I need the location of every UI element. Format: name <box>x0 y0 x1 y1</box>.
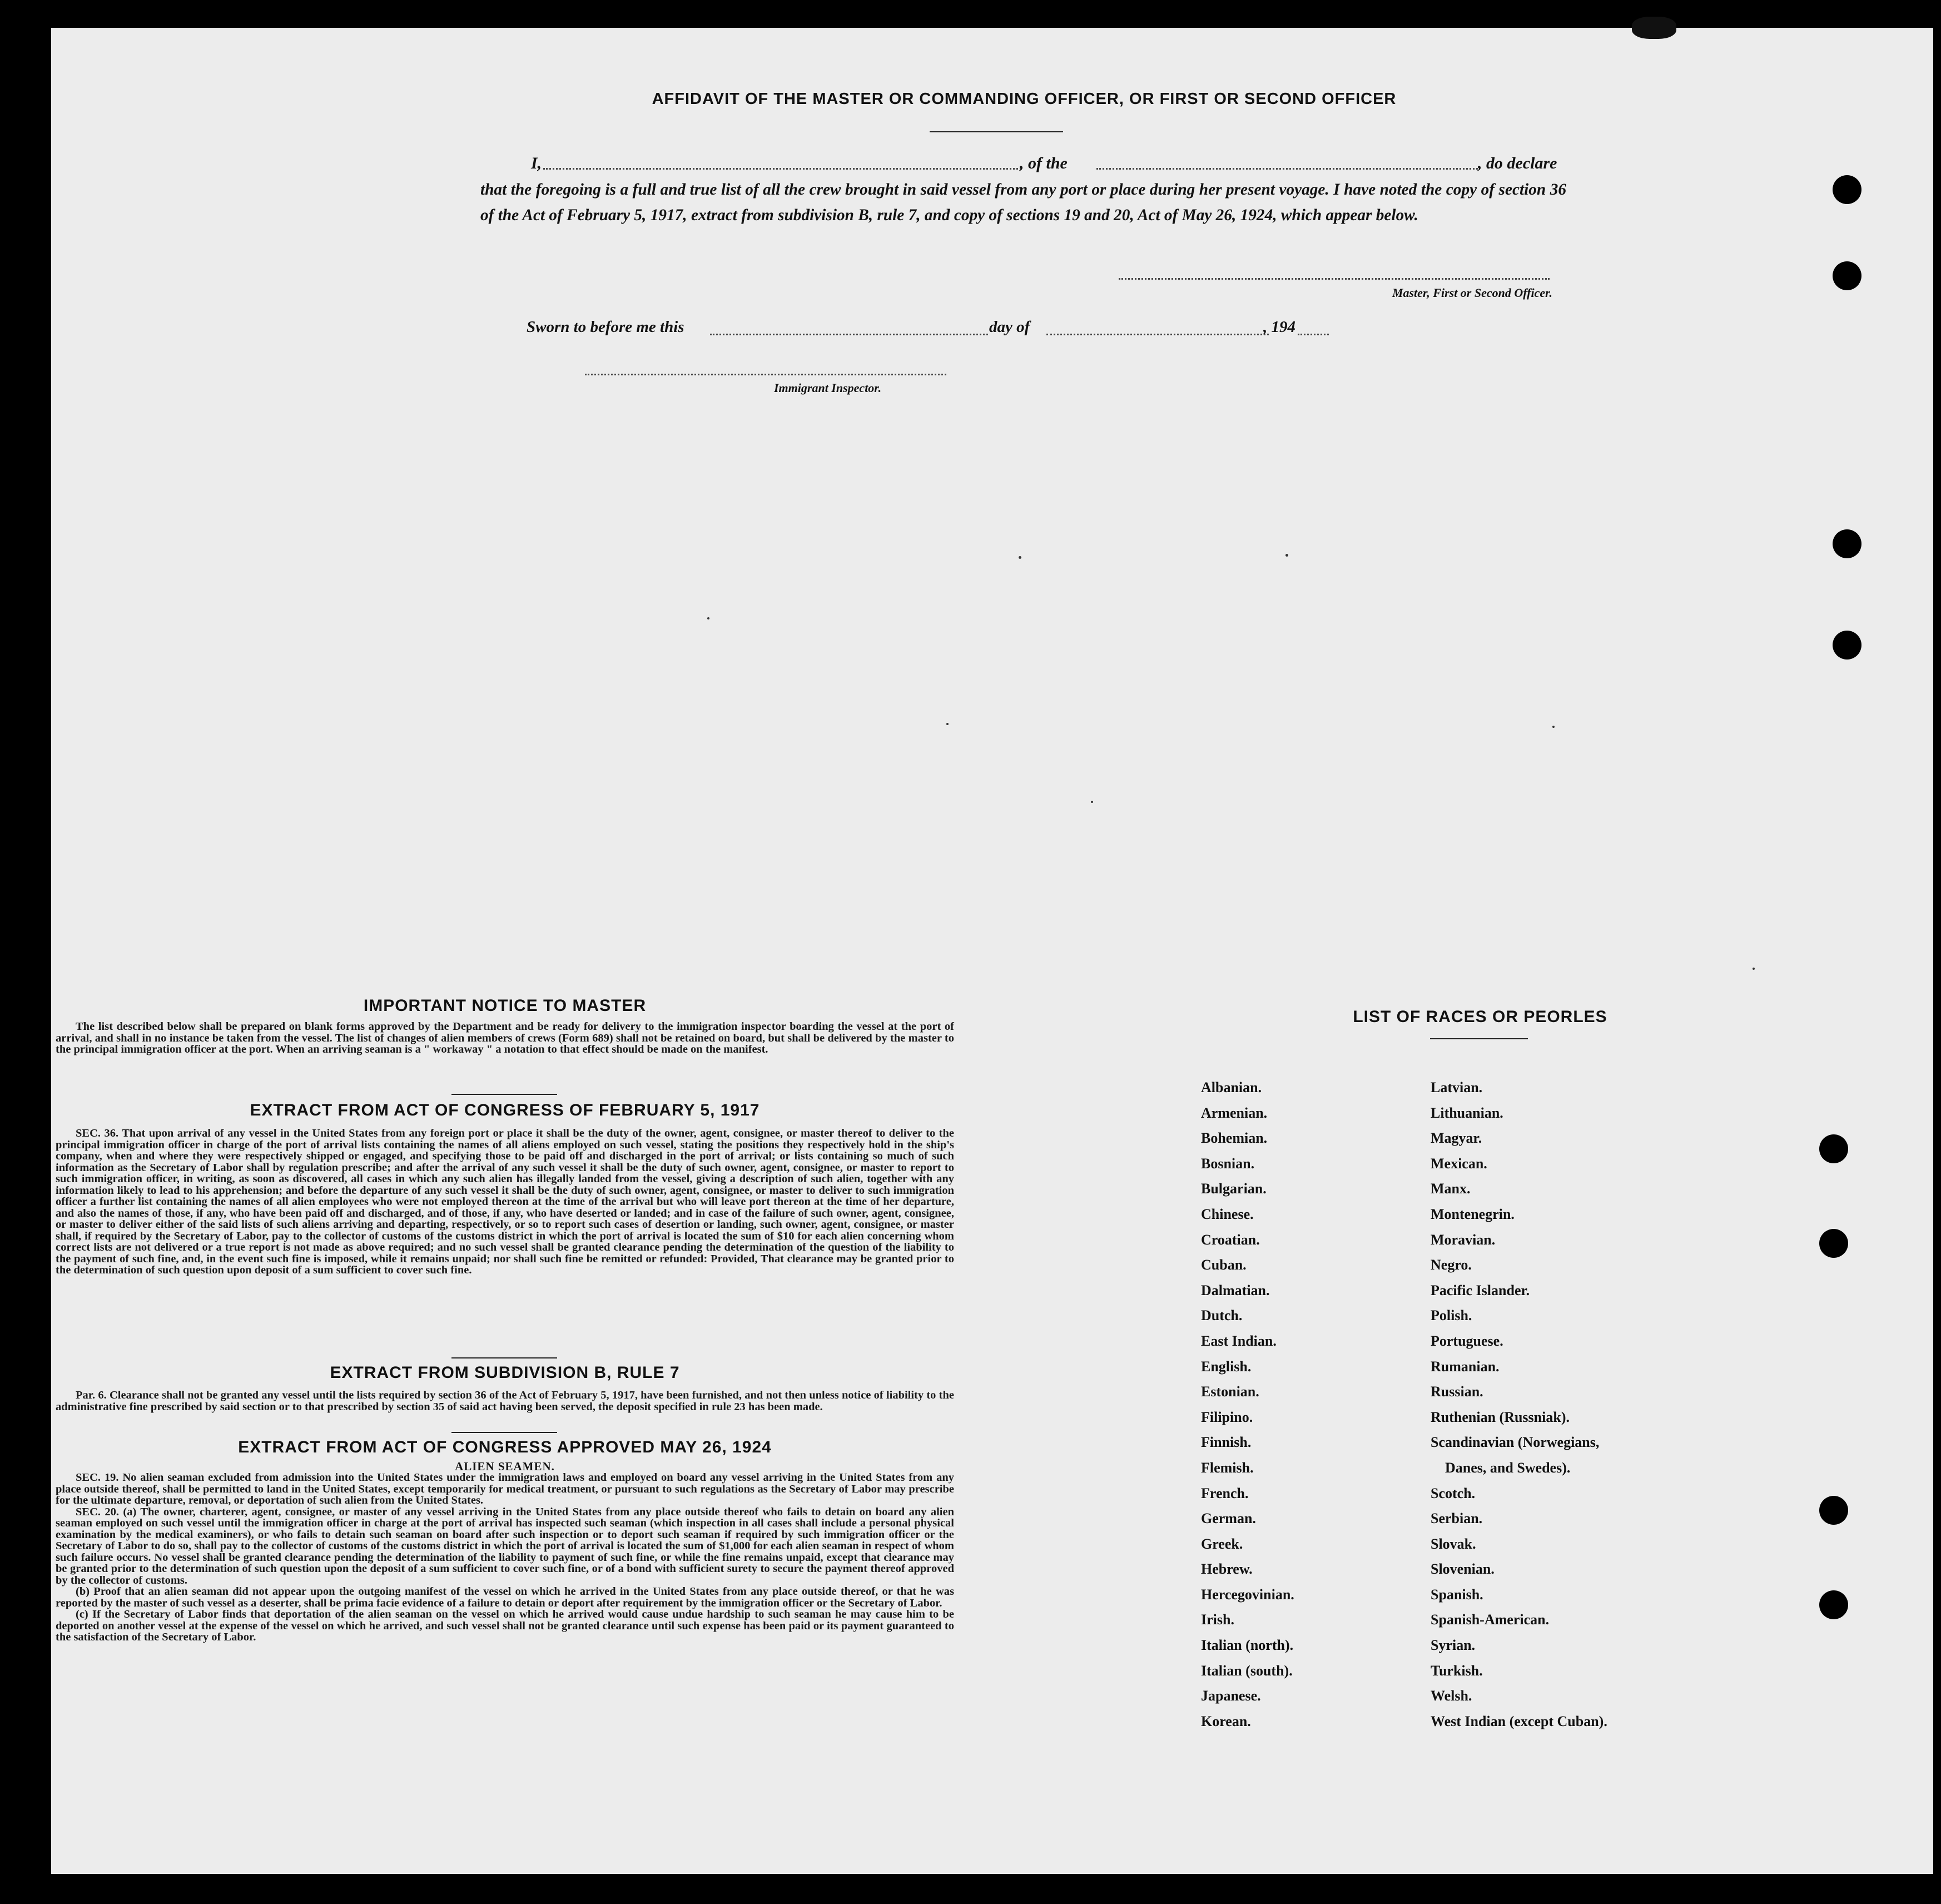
speck <box>946 723 949 725</box>
sworn-day-field[interactable] <box>710 334 988 335</box>
race-item: Cuban. <box>1201 1257 1247 1273</box>
races-divider <box>1430 1038 1528 1039</box>
binder-hole <box>1819 1496 1848 1525</box>
race-item: Pacific Islander. <box>1431 1282 1530 1298</box>
speck <box>707 617 709 619</box>
title-divider <box>930 131 1063 132</box>
year-prefix: , 194 <box>1263 318 1295 336</box>
race-item: Dutch. <box>1201 1307 1243 1324</box>
binder-hole <box>1819 1229 1848 1258</box>
race-item: Magyar. <box>1431 1130 1482 1147</box>
race-item: Spanish-American. <box>1431 1612 1550 1628</box>
race-item: Turkish. <box>1431 1662 1483 1679</box>
master-signature-label: Master, First or Second Officer. <box>1392 286 1552 300</box>
year-field[interactable] <box>1298 334 1329 335</box>
binder-hole <box>1833 175 1861 204</box>
binder-hole <box>1833 261 1861 290</box>
sec20c-paragraph: (c) If the Secretary of Labor finds that deportation of the alien seaman on the vessel on which he arrived would cause undue hardship to such seaman he may cause him to be deported on another vessel at the expense of the vessel on which he arrived, and such vessel shall not be granted clearance until such expense has been paid or its payment guaranteed to the satisfaction of the Secretary of Labor. <box>56 1608 954 1643</box>
notice-divider <box>451 1094 557 1095</box>
race-item: Greek. <box>1201 1535 1243 1552</box>
affidavit-do-declare-label: , do declare <box>1478 154 1557 172</box>
race-item: Irish. <box>1201 1612 1234 1628</box>
races-right-column <box>1431 1075 1786 1734</box>
races-title: LIST OF RACES OR PEORLES <box>1353 1008 1607 1026</box>
extract-1924-text <box>56 1472 954 1643</box>
race-item: Hebrew. <box>1201 1561 1253 1578</box>
signature-line[interactable] <box>1119 278 1550 280</box>
race-item: Albanian. <box>1201 1079 1262 1095</box>
affidavit-title: AFFIDAVIT OF THE MASTER OR COMMANDING OFFICER, OR FIRST OR SECOND OFFICER <box>652 90 1397 108</box>
extract-1917-text: SEC. 36. That upon arrival of any vessel in the United States from any foreign port or place it shall be the duty of the owner, agent, consignee, or master thereof to deliver to the principal immigration officer in charge of the port of arrival lists containing the names of all aliens employed on such vessel, stating the positions they respectively hold in the ship's company, when and where they were respectively shipped or engaged, and specifying those to be paid off and discharged in the port of arrival; or lists containing so much of such information as the Secretary of Labor shall by regulation prescribe; and after the arrival of any such vessel it shall be the duty of such owner, agent, consignee, or master to report to such immigration officer, in writing, as soon as discovered, all cases in which any such alien has illegally landed from the vessel, giving a description of such alien, together with any information likely to lead to his apprehension; and before the departure of any such vessel it shall be the duty of such owner, agent, consignee, or master to deliver to such immigration officer a further list containing the names of all alien employees who were not employed thereon at the time of the arrival but who will leave port thereon at the time of her departure, and also the names of those, if any, who have been paid off and discharged, and of those, if any, who have deserted or landed; and in case of the failure of such owner, agent, consignee, or master to deliver either of the said lists of such aliens arriving and departing, respectively, or so to report such cases of desertion or landing, such owner, agent, consignee, or master shall, if required by the Secretary of Labor, pay to the collector of customs of the customs district in which the port of arrival is located the sum of $10 for each alien concerning whom correct lists are not delivered or a true report is not made as above required; and no such vessel shall be granted clearance pending the determination of the question of the liability to the payment of such fine, and, in the event such fine is imposed, while it remains unpaid; nor shall such fine be remitted or refunded: Provided, That clearance may be granted prior to the determination of such question upon deposit of a sum sufficient to cover such fine. <box>56 1127 954 1276</box>
speck <box>1019 556 1021 559</box>
extract-1924-title: EXTRACT FROM ACT OF CONGRESS APPROVED MAY 26, 1924 <box>238 1438 772 1456</box>
race-item: Rumanian. <box>1431 1358 1500 1375</box>
sworn-label: Sworn to before me this <box>527 318 684 336</box>
race-item: Moravian. <box>1431 1231 1496 1248</box>
sec20b-paragraph: (b) Proof that an alien seaman did not appear upon the outgoing manifest of the vessel on which he arrived in the United States from any place outside thereof, or that he was reported by the master of such vessel as a deserter, shall be prima facie evidence of a failure to detain or deport after requirement by the immigration officer or the Secretary of Labor. <box>56 1585 954 1609</box>
race-item: Dalmatian. <box>1201 1282 1270 1298</box>
inspector-signature-line[interactable] <box>585 374 946 375</box>
race-item: Chinese. <box>1201 1206 1254 1222</box>
inspector-label: Immigrant Inspector. <box>774 381 882 395</box>
name-field[interactable] <box>543 168 1021 170</box>
speck <box>1753 968 1755 970</box>
race-item: English. <box>1201 1358 1252 1375</box>
race-item: Bosnian. <box>1201 1155 1255 1172</box>
race-item: Russian. <box>1431 1384 1483 1400</box>
extract-1924-subtitle: ALIEN SEAMEN. <box>455 1460 555 1473</box>
race-item: Scotch. <box>1431 1485 1476 1501</box>
binder-clip-mark <box>1632 17 1676 39</box>
race-item: Danes, and Swedes). <box>1445 1459 1571 1476</box>
affidavit-i-label: I, <box>531 154 542 172</box>
race-item: Latvian. <box>1431 1079 1483 1095</box>
race-item: West Indian (except Cuban). <box>1431 1713 1607 1729</box>
race-item: Lithuanian. <box>1431 1104 1503 1121</box>
race-item: Polish. <box>1431 1307 1472 1324</box>
notice-title: IMPORTANT NOTICE TO MASTER <box>363 996 647 1015</box>
races-left-column <box>1201 1075 1423 1734</box>
rule7-title: EXTRACT FROM SUBDIVISION B, RULE 7 <box>330 1363 680 1382</box>
extract-1917-title: EXTRACT FROM ACT OF CONGRESS OF FEBRUARY 5, 1917 <box>250 1101 760 1119</box>
race-item: Korean. <box>1201 1713 1251 1729</box>
sworn-month-field[interactable] <box>1046 334 1269 335</box>
race-item: Spanish. <box>1431 1586 1483 1603</box>
speck <box>1552 726 1555 728</box>
race-item: Italian (north). <box>1201 1637 1294 1654</box>
race-item: Ruthenian (Russniak). <box>1431 1409 1570 1425</box>
race-item: Croatian. <box>1201 1231 1260 1248</box>
race-item: Scandinavian (Norwegians, <box>1431 1434 1600 1451</box>
day-of-label: day of <box>989 318 1030 336</box>
vessel-field[interactable] <box>1096 168 1478 170</box>
rule7-text: Par. 6. Clearance shall not be granted any vessel until the lists required by section 36 of the Act of February 5, 1917, have been furnished, and not then unless notice of liability to the administrative fine prescribed by said section or to that prescribed by section 35 of said act having been served, the deposit specified in rule 23 has been made. <box>56 1389 954 1413</box>
race-item: Mexican. <box>1431 1155 1487 1172</box>
document-page <box>51 28 1933 1874</box>
notice-text: The list described below shall be prepared on blank forms approved by the Department and be ready for delivery to the immigration inspector boarding the vessel at the port of arrival, and shall in no instance be taken from the vessel. The list of changes of alien members of crews (Form 689) shall not be retained on board, but shall be delivered by the master to the principal immigration officer at the port. When an arriving seaman is a " workaway " a notation to that effect should be made on the manifest. <box>56 1020 954 1055</box>
speck <box>1285 554 1288 557</box>
race-item: Portuguese. <box>1431 1332 1503 1349</box>
extract-1917-divider <box>451 1357 557 1358</box>
binder-hole <box>1833 529 1861 558</box>
race-item: Estonian. <box>1201 1384 1259 1400</box>
race-item: Japanese. <box>1201 1688 1261 1704</box>
race-item: Slovak. <box>1431 1535 1476 1552</box>
race-item: Manx. <box>1431 1181 1471 1197</box>
affidavit-body: that the foregoing is a full and true list of all the crew brought in said vessel from any port or place during her present voyage. I have noted the copy of section 36 of the Act of February 5, 1917, extract from subdivision B, rule 7, and copy of sections 19 and 20, Act of May 26, 1924, which appear below. <box>480 181 1566 224</box>
race-item: Flemish. <box>1201 1459 1254 1476</box>
race-item: Italian (south). <box>1201 1662 1293 1679</box>
race-item: East Indian. <box>1201 1332 1277 1349</box>
speck <box>1091 801 1093 803</box>
binder-hole <box>1833 631 1861 660</box>
race-item: Negro. <box>1431 1257 1472 1273</box>
race-item: Filipino. <box>1201 1409 1253 1425</box>
race-item: Welsh. <box>1431 1688 1472 1704</box>
race-item: Finnish. <box>1201 1434 1252 1451</box>
race-item: Slovenian. <box>1431 1561 1495 1578</box>
binder-hole <box>1819 1590 1848 1619</box>
race-item: Hercegovinian. <box>1201 1586 1294 1603</box>
sec19-paragraph: SEC. 19. No alien seaman excluded from admission into the United States under the immigration laws and employed on board any vessel arriving in the United States from any place outside thereof, shall be permitted to land in the United States, except temporarily for medical treatment, or pursuant to such regulations as the Secretary of Labor may prescribe for the ultimate departure, removal, or deportation of such alien from the United States. <box>56 1471 954 1506</box>
sec20a-paragraph: SEC. 20. (a) The owner, charterer, agent, consignee, or master of any vessel arriving in the United States from any place outside thereof who fails to detain on board any alien seaman employed on such vessel until the immigration officer in charge at the port of arrival has inspected such seaman (which inspection in all cases shall include a personal physical examination by the medical examiners), or who fails to detain such seaman on board after such inspection or to deport such seaman if required by such immigration officer or the Secretary of Labor to do so, shall pay to the collector of customs of the customs district in which the port of arrival is located the sum of $1,000 for each alien seaman in respect of whom such failure occurs. No vessel shall be granted clearance pending the determination of the liability to payment of such fine, or while the fine remains unpaid, except that clearance may be granted prior to the determination of such question upon the deposit of a sum sufficient to cover such fine, or of a bond with sufficient surety to secure the payment thereof approved by the collector of customs. <box>56 1505 954 1586</box>
race-item: Montenegrin. <box>1431 1206 1515 1222</box>
affidavit-of-the-label: , of the <box>1020 154 1068 172</box>
race-item: Serbian. <box>1431 1510 1483 1527</box>
race-item: German. <box>1201 1510 1256 1527</box>
race-item: Bulgarian. <box>1201 1181 1267 1197</box>
race-item: Bohemian. <box>1201 1130 1268 1147</box>
rule7-divider <box>451 1432 557 1433</box>
binder-hole <box>1819 1134 1848 1163</box>
race-item: Armenian. <box>1201 1104 1268 1121</box>
race-item: Syrian. <box>1431 1637 1476 1654</box>
race-item: French. <box>1201 1485 1249 1501</box>
